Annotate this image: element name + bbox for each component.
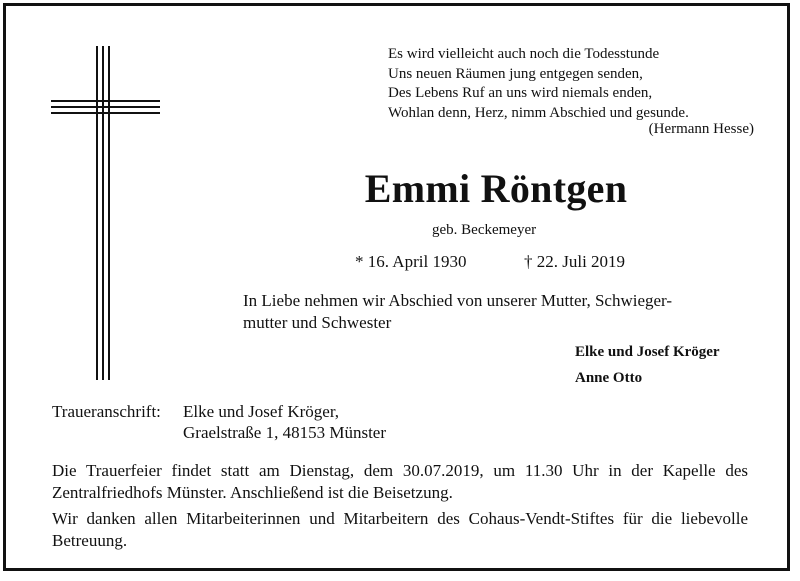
poem-line: Uns neuen Räumen jung entgegen senden,	[388, 65, 643, 82]
poem	[388, 45, 689, 123]
cross-icon	[51, 46, 160, 380]
farewell-text-content: In Liebe nehmen wir Abschied von unserer Mutter, Schwieger- mutter und Schwester	[243, 291, 673, 332]
farewell-text	[243, 290, 763, 334]
death-date: † 22. Juli 2019	[524, 252, 626, 271]
poem-line: Wohlan denn, Herz, nimm Abschied und gesunde.	[388, 104, 689, 121]
signer-name: Anne Otto	[575, 370, 643, 386]
thanks-notice: Wir danken allen Mitarbeiterinnen und Mitarbeitern des Cohaus-Vendt-Stiftes für die liebevolle Betreuung.	[52, 509, 748, 550]
poem-author: (Hermann Hesse)	[648, 121, 754, 137]
birth-name: geb. Beckemeyer	[432, 222, 537, 238]
address-line: Elke und Josef Kröger,	[183, 402, 340, 421]
signer-name: Elke und Josef Kröger	[575, 344, 720, 360]
funeral-notice: Die Trauerfeier findet statt am Dienstag, dem 30.07.2019, um 11.30 Uhr in der Kapelle des Zentralfriedhofs Münster. Anschließend ist die Beisetzung.	[52, 461, 748, 502]
address-label: Traueranschrift:	[52, 402, 161, 421]
deceased-name: Emmi Röntgen	[364, 166, 628, 211]
poem-line: Es wird vielleicht auch noch die Todesstunde	[388, 46, 660, 62]
birth-date: * 16. April 1930	[355, 252, 467, 271]
address-line: Graelstraße 1, 48153 Münster	[183, 423, 387, 442]
poem-line: Des Lebens Ruf an uns wird niemals enden,	[388, 85, 653, 101]
